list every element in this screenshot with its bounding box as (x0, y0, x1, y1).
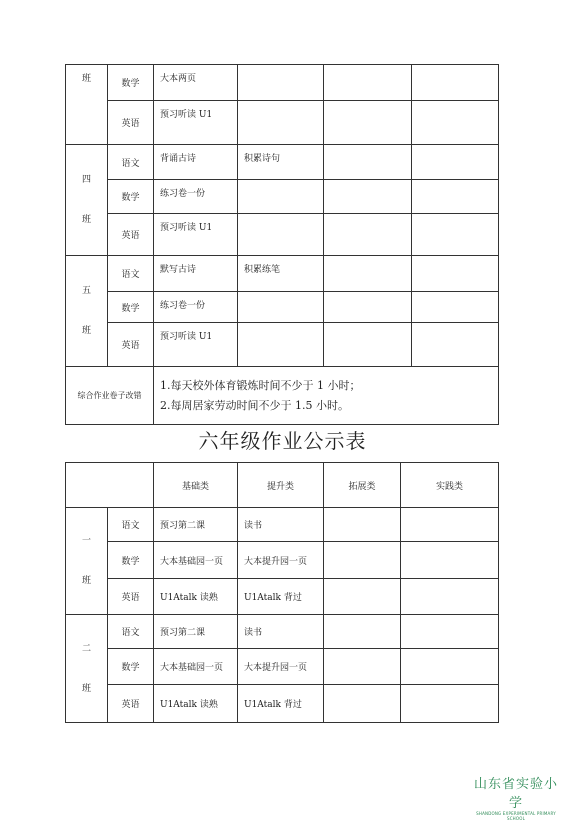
expand-cell (324, 214, 412, 256)
header-blank (66, 463, 154, 508)
practice-cell (412, 214, 499, 256)
basic-cell: 默写古诗 (154, 256, 238, 292)
subject-cell: 数学 (108, 292, 154, 323)
expand-cell (324, 649, 401, 685)
summary-line-1: 1.每天校外体育锻炼时间不少于 1 小时； (160, 378, 361, 392)
subject-cell: 语文 (108, 508, 154, 542)
improve-cell: 读书 (238, 508, 324, 542)
subject-cell: 英语 (108, 685, 154, 723)
basic-cell: 预习第二课 (154, 615, 238, 649)
subject-cell: 数学 (108, 649, 154, 685)
expand-cell (324, 615, 401, 649)
basic-cell: 练习卷一份 (154, 180, 238, 214)
basic-cell: 预习听读 U1 (154, 101, 238, 145)
basic-cell: 背诵古诗 (154, 145, 238, 180)
header-practice: 实践类 (401, 463, 499, 508)
page-title: 六年级作业公示表 (198, 429, 367, 453)
practice-cell (412, 101, 499, 145)
basic-cell: 大本基础园一页 (154, 649, 238, 685)
practice-cell (412, 256, 499, 292)
header-row (66, 463, 499, 508)
basic-cell: 预习第二课 (154, 508, 238, 542)
practice-cell (401, 579, 499, 615)
expand-cell (324, 101, 412, 145)
improve-cell: 大本提升园一页 (238, 542, 324, 579)
expand-cell (324, 323, 412, 367)
practice-cell (401, 508, 499, 542)
header-improve: 提升类 (238, 463, 324, 508)
basic-cell: 练习卷一份 (154, 292, 238, 323)
subject-cell: 英语 (108, 579, 154, 615)
basic-cell: 预习听读 U1 (154, 323, 238, 367)
class-cell: 五 班 (66, 256, 108, 367)
practice-cell (412, 292, 499, 323)
school-logo-name: 山东省实验小学 (473, 777, 558, 811)
improve-cell: 积累练笔 (238, 256, 324, 292)
subject-cell: 英语 (108, 323, 154, 367)
improve-cell: 积累诗句 (238, 145, 324, 180)
basic-cell: 大本两页 (154, 65, 238, 101)
grade6-homework-table (65, 462, 499, 723)
homework-table-continued (65, 64, 499, 425)
improve-cell (238, 214, 324, 256)
subject-cell: 数学 (108, 542, 154, 579)
basic-cell: 预习听读 U1 (154, 214, 238, 256)
subject-cell: 数学 (108, 180, 154, 214)
subject-cell: 语文 (108, 615, 154, 649)
practice-cell (401, 685, 499, 723)
header-basic: 基础类 (154, 463, 238, 508)
improve-cell: U1Atalk 背过 (238, 579, 324, 615)
practice-cell (401, 649, 499, 685)
school-logo-english: SHANDONG EXPERIMENTAL PRIMARY SCHOOL (476, 811, 556, 821)
expand-cell (324, 685, 401, 723)
expand-cell (324, 542, 401, 579)
improve-cell: U1Atalk 背过 (238, 685, 324, 723)
header-expand: 拓展类 (324, 463, 401, 508)
basic-cell: U1Atalk 读熟 (154, 685, 238, 723)
practice-cell (412, 180, 499, 214)
practice-cell (412, 65, 499, 101)
expand-cell (324, 579, 401, 615)
subject-cell: 语文 (108, 256, 154, 292)
class-cell: 四 班 (66, 145, 108, 256)
subject-cell: 语文 (108, 145, 154, 180)
improve-cell: 大本提升园一页 (238, 649, 324, 685)
class-cell: 一 班 (66, 508, 108, 615)
school-logo (470, 773, 562, 821)
subject-cell: 英语 (108, 214, 154, 256)
class-cell: 二 班 (66, 615, 108, 723)
improve-cell (238, 292, 324, 323)
subject-cell: 英语 (108, 101, 154, 145)
summary-label: 综合作业卷子改错 (66, 367, 154, 425)
expand-cell (324, 65, 412, 101)
summary-line-2: 2.每周居家劳动时间不少于 1.5 小时。 (160, 398, 349, 412)
expand-cell (324, 145, 412, 180)
subject-cell: 数学 (108, 65, 154, 101)
basic-cell: 大本基础园一页 (154, 542, 238, 579)
practice-cell (401, 615, 499, 649)
practice-cell (401, 542, 499, 579)
class-cell: 班 (66, 65, 108, 145)
expand-cell (324, 180, 412, 214)
improve-cell (238, 101, 324, 145)
expand-cell (324, 292, 412, 323)
improve-cell (238, 180, 324, 214)
expand-cell (324, 256, 412, 292)
improve-cell (238, 65, 324, 101)
summary-notes (154, 367, 499, 425)
improve-cell: 读书 (238, 615, 324, 649)
practice-cell (412, 323, 499, 367)
improve-cell (238, 323, 324, 367)
expand-cell (324, 508, 401, 542)
basic-cell: U1Atalk 读熟 (154, 579, 238, 615)
practice-cell (412, 145, 499, 180)
